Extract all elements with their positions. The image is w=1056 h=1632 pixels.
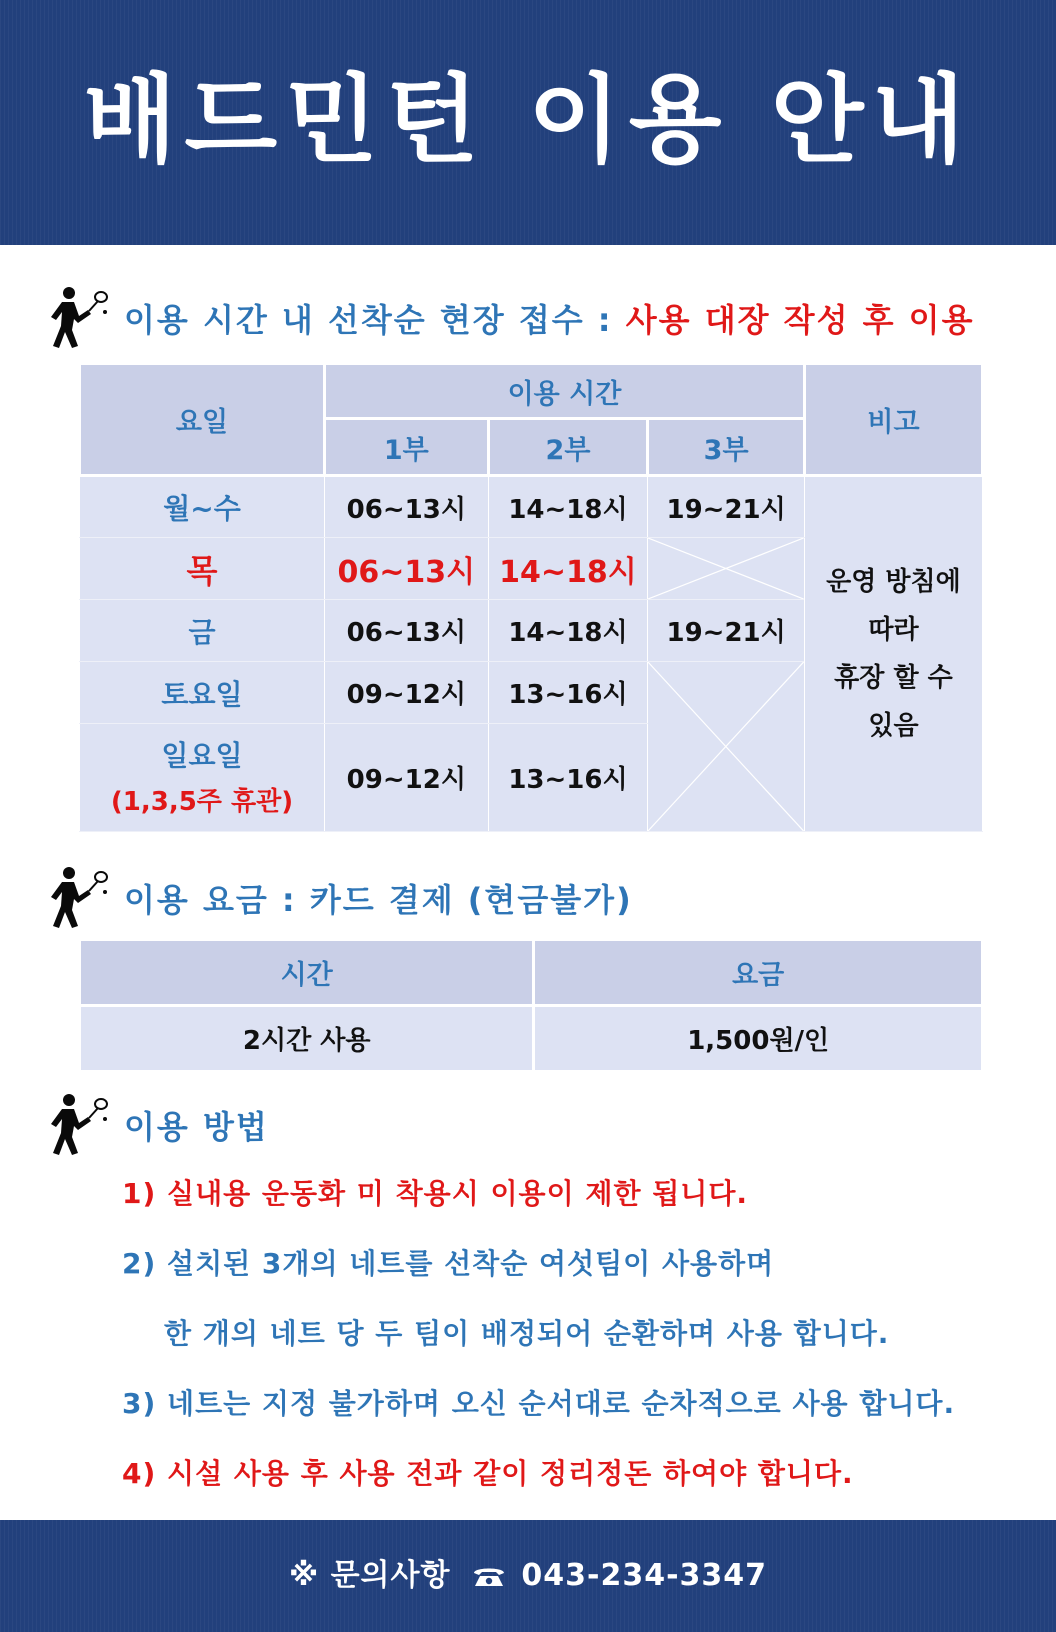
day-cell [80,724,325,832]
contact-phone: 043-234-3347 [521,1558,768,1593]
day-cell: 목 [80,538,325,600]
fee-header-price: 요금 [534,940,983,1006]
method-item: 2) 설치된 3개의 네트를 선착순 여섯팀이 사용하며 [122,1247,775,1280]
day-note: (1,3,5주 휴관) [110,786,294,817]
time-cell: 09~12시 [324,662,488,724]
note-cell [804,476,982,832]
method-item: 1) 실내용 운동화 미 착용시 이용이 제한 됩니다. [122,1177,749,1210]
empty-cell [648,538,805,600]
page-title: 배드민턴 이용 안내 [83,64,973,176]
fee-time: 2시간 사용 [80,1006,534,1072]
header-note: 비고 [804,364,982,476]
time-cell: 06~13시 [324,476,488,538]
day-cell: 토요일 [80,662,325,724]
section-hours-highlight: 사용 대장 작성 후 이용 [625,301,975,339]
cross-mark [648,538,804,599]
time-cell: 13~16시 [488,724,648,832]
section-hours-heading [48,286,975,350]
badminton-player-icon [48,286,110,350]
time-cell: 14~18시 [488,476,648,538]
header-part-1: 1부 [324,419,488,476]
note-line: 따라 [868,615,919,645]
header-day: 요일 [80,364,325,476]
cross-mark [648,662,804,831]
method-item: 4) 시설 사용 후 사용 전과 같이 정리정돈 하여야 합니다. [122,1457,854,1490]
time-cell: 19~21시 [648,476,805,538]
table-row [80,476,983,538]
section-fee-title: 이용 요금 : 카드 결제 (현금불가) [124,881,633,919]
method-item: 한 개의 네트 당 두 팀이 배정되어 순환하며 사용 합니다. [164,1317,890,1350]
schedule-table [78,362,984,832]
time-cell: 19~21시 [648,600,805,662]
header-part-3: 3부 [648,419,805,476]
contact-info [0,1550,1056,1594]
fee-price: 1,500원/인 [534,1006,983,1072]
time-cell: 14~18시 [488,600,648,662]
table-row [80,1006,983,1072]
time-cell: 14~18시 [488,538,648,600]
section-hours-title: 이용 시간 내 선착순 현장 접수 : [124,301,613,339]
day-label: 일요일 [161,738,243,772]
day-cell: 금 [80,600,325,662]
header-part-2: 2부 [488,419,648,476]
fee-table [78,938,984,1073]
day-cell: 월~수 [80,476,325,538]
fee-header-time: 시간 [80,940,534,1006]
time-cell: 09~12시 [324,724,488,832]
telephone-icon [472,1564,506,1588]
section-method-title: 이용 방법 [124,1108,269,1146]
section-fee-heading [48,866,633,930]
header-banner [0,0,1056,245]
footer-banner [0,1520,1056,1632]
empty-cell [648,662,805,832]
badminton-player-icon [48,1093,110,1157]
time-cell: 06~13시 [324,538,488,600]
time-cell: 06~13시 [324,600,488,662]
time-cell: 13~16시 [488,662,648,724]
note-line: 휴장 할 수 [834,663,953,693]
note-line: 운영 방침에 [826,567,961,597]
method-item: 3) 네트는 지정 불가하며 오신 순서대로 순차적으로 사용 합니다. [122,1387,956,1420]
contact-label: ※ 문의사항 [288,1558,451,1593]
badminton-player-icon [48,866,110,930]
note-line: 있음 [868,711,919,741]
header-time: 이용 시간 [324,364,804,419]
section-method-heading [48,1093,269,1157]
